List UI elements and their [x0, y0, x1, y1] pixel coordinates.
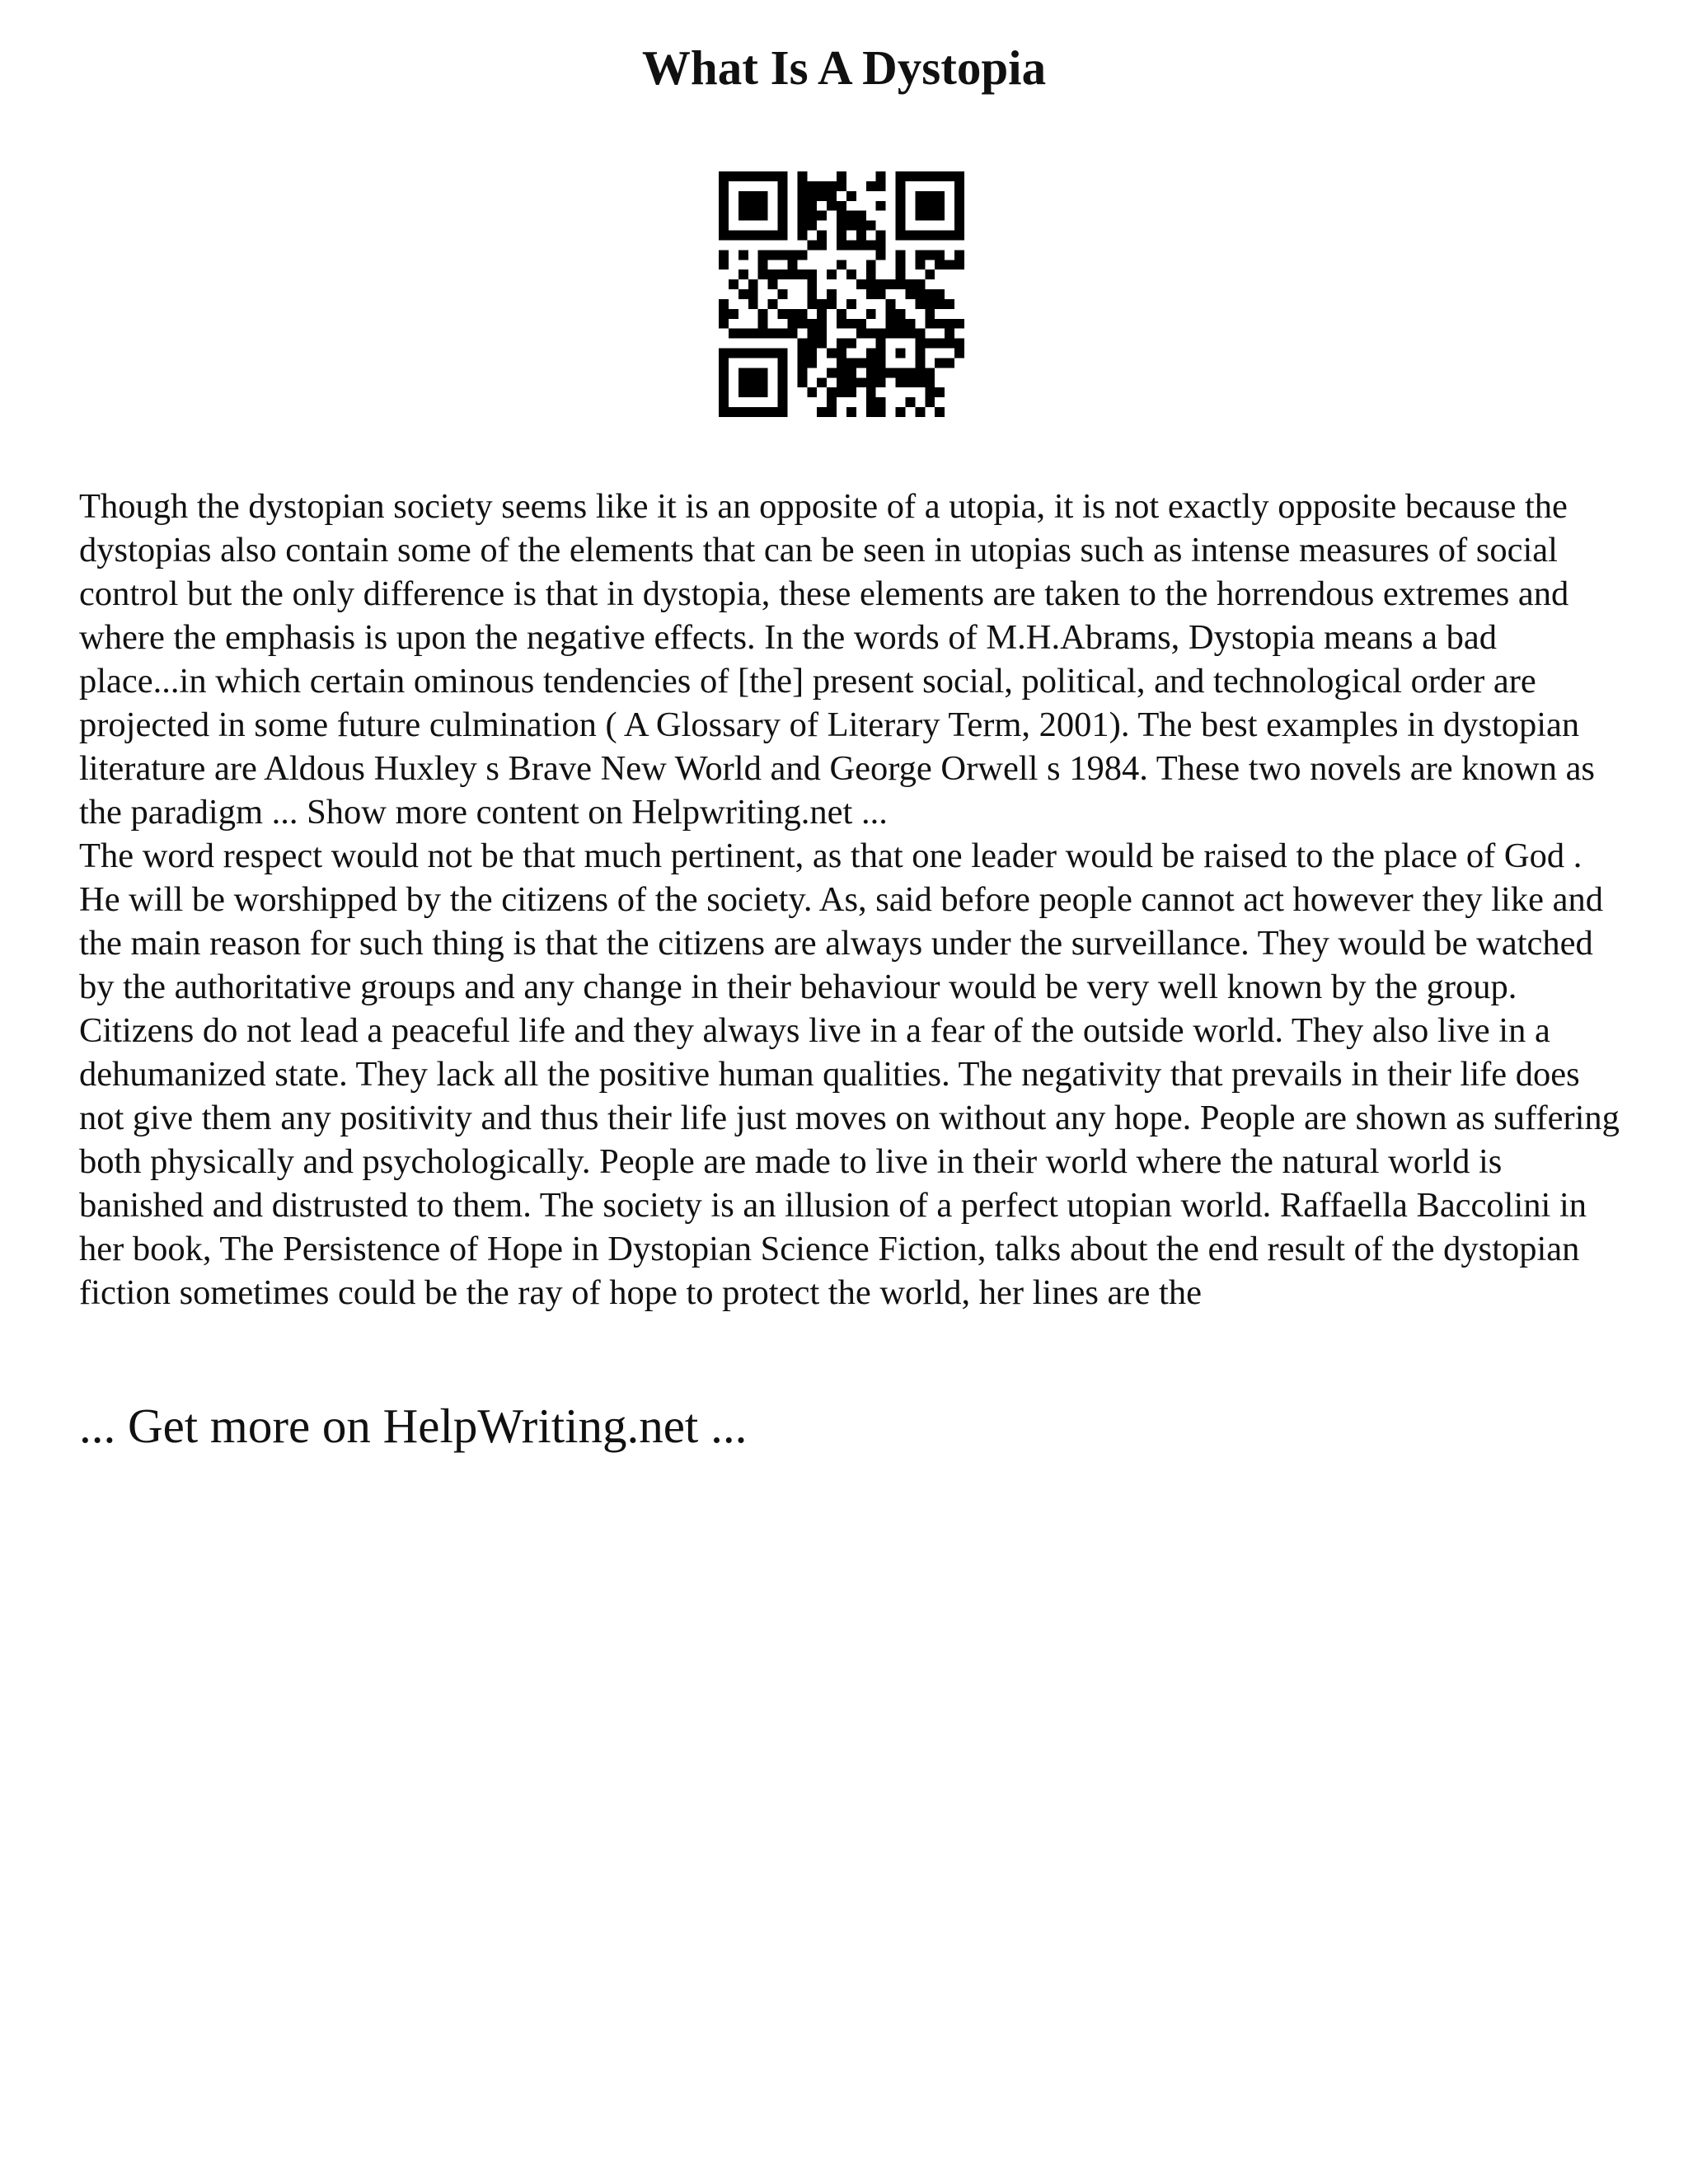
qr-code-icon — [719, 171, 964, 417]
page-title: What Is A Dystopia — [641, 40, 1047, 95]
get-more-link[interactable]: ... Get more on HelpWriting.net ... — [79, 1399, 748, 1453]
article-body — [79, 485, 1629, 1315]
paragraph-intro: Though the dystopian society seems like it is an opposite of a utopia, it is not exactly opposite because the dystopias also contain some of the elements that can be seen in utopias such as intense measures of social control but the only difference is that in dystopia, these elements are taken to the horrendous extremes and where the emphasis is upon the negative effects. In the words of M.H.Abrams, Dystopia means a bad place...in which certain ominous tendencies of [the] present social, political, and technological order are projected in some future culmination ( A Glossary of Literary Term, 2001). The best examples in dystopian literature are Aldous Huxley s Brave New World and George Orwell s 1984. These two novels are known as the paradigm ... Show more content on Helpwriting.net ... — [79, 487, 1595, 832]
paragraph-continuation: The word respect would not be that much pertinent, as that one leader would be raised to the place of God . He will be worshipped by the citizens of the society. As, said before people cannot act however they like and the main reason for such thing is that the citizens are always under the surveillance. They would be watched by the authoritative groups and any change in their behaviour would be very well known by the group. Citizens do not lead a peaceful life and they always live in a fear of the outside world. They also live in a dehumanized state. They lack all the positive human qualities. The negativity that prevails in their life does not give them any positivity and thus their life just moves on without any hope. People are shown as suffering both physically and psychologically. People are made to live in their world where the natural world is banished and distrusted to them. The society is an illusion of a perfect utopian world. Raffaella Baccolini in her book, The Persistence of Hope in Dystopian Science Fiction, talks about the end result of the dystopian fiction sometimes could be the ray of hope to protect the world, her lines are the — [79, 837, 1620, 1312]
